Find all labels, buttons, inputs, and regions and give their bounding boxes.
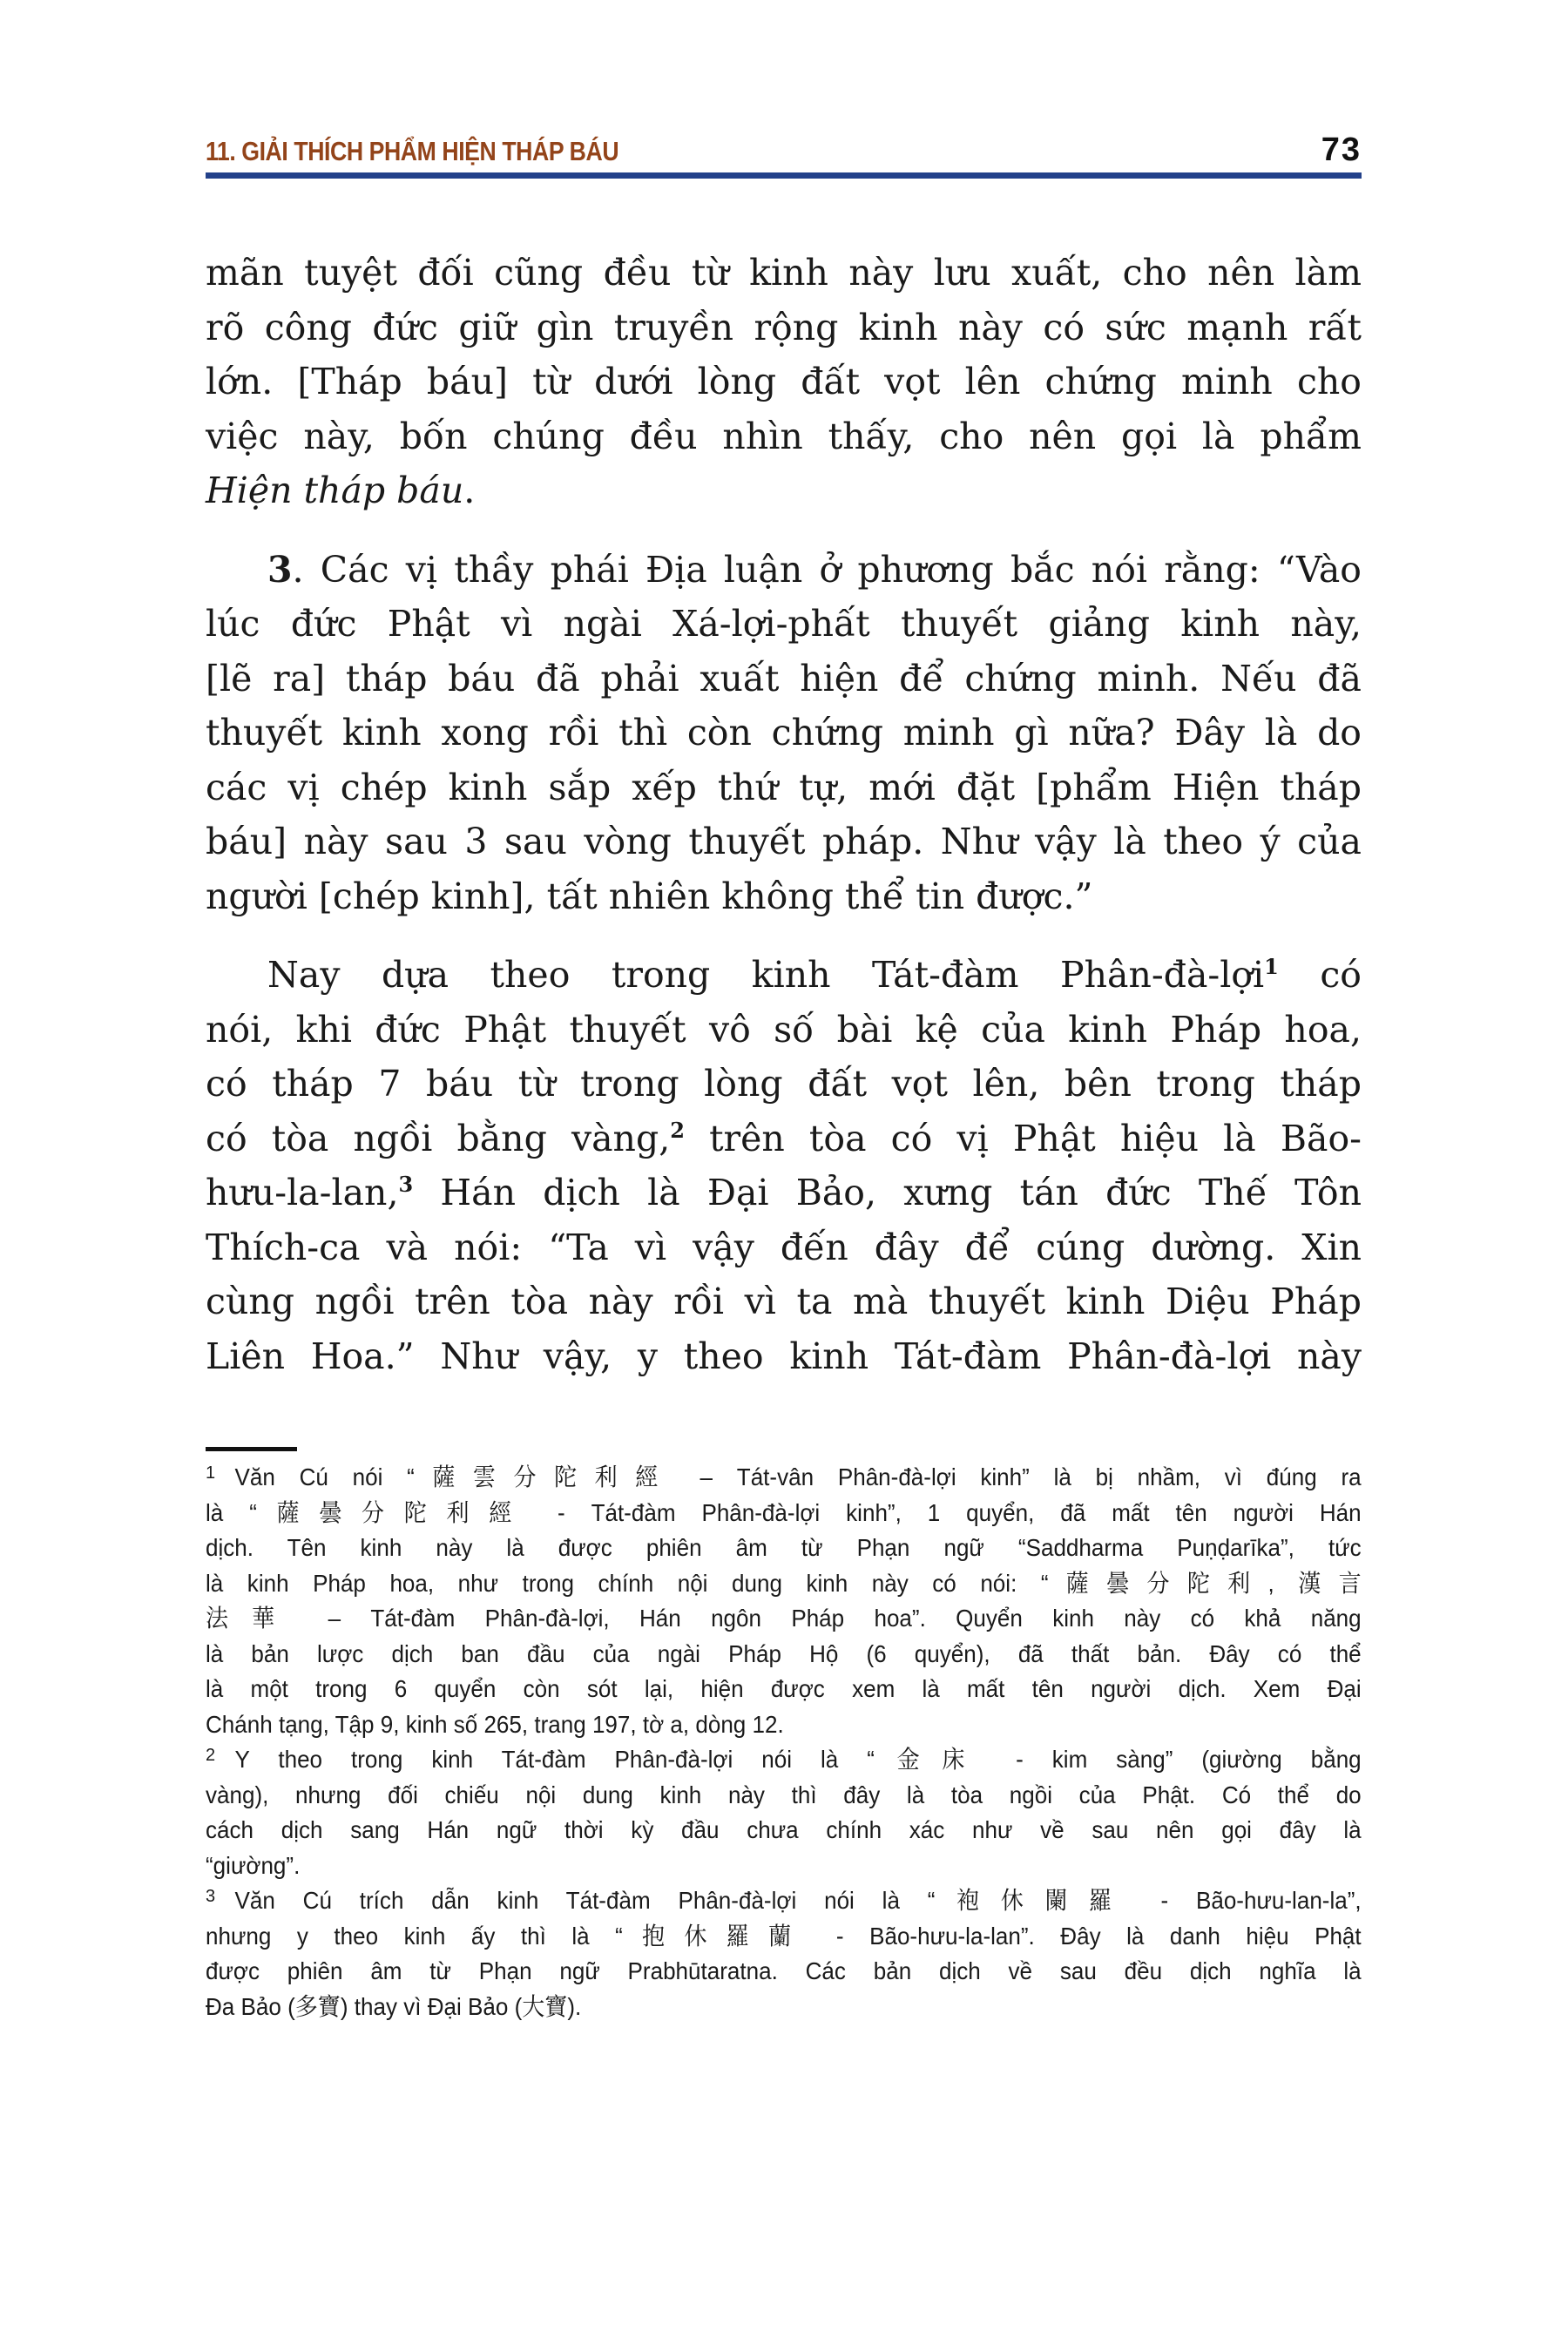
text-line [206, 1166, 1362, 1220]
text-segment: . Các vị thầy phái Địa luận ở phương bắc nói rằng: “Vào [292, 548, 1362, 591]
footnotes [206, 1460, 1362, 2024]
section-number: 3 [267, 548, 293, 591]
paragraph-1 [206, 246, 1362, 518]
text-line: lớn. [Tháp báu] từ dưới lòng đất vọt lên chứng minh cho [206, 361, 1362, 402]
paragraph-3 [206, 948, 1362, 1383]
footnote-line: là bản lược dịch ban đầu của ngài Pháp Hộ (6 quyển), đã thất bản. Đây có thể [206, 1639, 1362, 1667]
text-line [206, 463, 1362, 518]
text-segment: hưu-la-lan, [206, 1172, 399, 1213]
page-number: 73 [1321, 132, 1362, 168]
footnote-line: Y theo trong kinh Tát-đàm Phân-đà-lợi nói là “金床 - kim sàng” (giường bằng [234, 1746, 1362, 1773]
footnote-line: Văn Cú nói “薩雲分陀利經 – Tát-vân Phân-đà-lợi kinh” là bị nhầm, vì đúng ra [234, 1463, 1362, 1490]
footnote-line: là một trong 6 quyển còn sót lại, hiện được xem là mất tên người dịch. Xem Đại [206, 1675, 1362, 1702]
text-line: lúc đức Phật vì ngài Xá-lợi-phất thuyết giảng kinh này, [206, 603, 1362, 645]
footnote-number: 1 [206, 1463, 216, 1483]
text-line: mãn tuyệt đối cũng đều từ kinh này lưu xuất, cho nên làm [206, 252, 1362, 294]
header-rule [206, 172, 1362, 179]
paragraph-2 [206, 543, 1362, 924]
text-line: báu] này sau 3 sau vòng thuyết pháp. Như vậy là theo ý của [206, 821, 1362, 862]
footnote-1 [206, 1460, 1362, 1742]
footnote-separator [206, 1447, 297, 1451]
footnote-number: 3 [206, 1887, 216, 1906]
text-segment: Nay dựa theo trong kinh Tát-đàm Phân-đà-lợi [267, 954, 1265, 996]
period: . [463, 470, 476, 511]
text-segment: có [1278, 954, 1362, 996]
footnote-ref-2[interactable]: 2 [670, 1117, 685, 1143]
text-line: cùng ngồi trên tòa này rồi vì ta mà thuyết kinh Diệu Pháp [206, 1281, 1362, 1322]
footnote-2 [206, 1742, 1362, 1883]
footnote-ref-3[interactable]: 3 [398, 1172, 414, 1197]
footnote-line: Văn Cú trích dẫn kinh Tát-đàm Phân-đà-lợi nói là “袍休闌羅 - Bão-hưu-lan-la”, [234, 1887, 1362, 1914]
footnote-line: “giường”. [206, 1851, 301, 1879]
footnote-3 [206, 1883, 1362, 2024]
text-line: các vị chép kinh sắp xếp thứ tự, mới đặt [phẩm Hiện tháp [206, 766, 1362, 808]
text-segment: có tòa ngồi bằng vàng, [206, 1117, 671, 1159]
text-line: rõ công đức giữ gìn truyền rộng kinh này có sức mạnh rất [206, 306, 1362, 348]
footnote-line: nhưng y theo kinh ấy thì là “抱休羅蘭 - Bão-hưu-la-lan”. Đây là danh hiệu Phật [206, 1922, 1362, 1950]
main-text [206, 246, 1362, 1383]
text-line: Liên Hoa.” Như vậy, y theo kinh Tát-đàm Phân-đà-lợi này [206, 1335, 1362, 1377]
text-line [206, 543, 1362, 598]
footnote-line: dịch. Tên kinh này là được phiên âm từ Phạn ngữ “Saddharma Puṇḍarīka”, tức [206, 1534, 1362, 1561]
text-line [206, 1112, 1362, 1166]
footnote-line: 法華 – Tát-đàm Phân-đà-lợi, Hán ngôn Pháp hoa”. Quyển kinh này có khả năng [206, 1605, 1362, 1632]
text-segment: Hán dịch là Đại Bảo, xưng tán đức Thế Tôn [413, 1172, 1362, 1213]
italic-chapter-name: Hiện tháp báu [206, 470, 464, 511]
text-line [206, 948, 1362, 1003]
text-line: [lẽ ra] tháp báu đã phải xuất hiện để chứng minh. Nếu đã [206, 657, 1362, 700]
footnote-line: cách dịch sang Hán ngữ thời kỳ đầu chưa chính xác như về sau nên gọi đây là [206, 1816, 1362, 1843]
text-line: có tháp 7 báu từ trong lòng đất vọt lên, bên trong tháp [206, 1063, 1362, 1105]
text-line: nói, khi đức Phật thuyết vô số bài kệ của kinh Pháp hoa, [206, 1008, 1362, 1051]
footnote-line: Chánh tạng, Tập 9, kinh số 265, trang 197, tờ a, dòng 12. [206, 1710, 784, 1738]
footnote-line: là kinh Pháp hoa, như trong chính nội dung kinh này có nói: “薩曇分陀利, 漢言 [206, 1569, 1362, 1597]
footnote-ref-1[interactable]: 1 [1264, 954, 1279, 979]
running-header [206, 129, 1362, 172]
footnote-line: vàng), nhưng đối chiếu nội dung kinh này thì đây là tòa ngồi của Phật. Có thể do [206, 1781, 1362, 1808]
text-line: việc này, bốn chúng đều nhìn thấy, cho nên gọi là phẩm [206, 415, 1362, 457]
text-line: thuyết kinh xong rồi thì còn chứng minh gì nữa? Đây là do [206, 712, 1362, 754]
text-segment: trên tòa có vị Phật hiệu là Bão- [684, 1117, 1362, 1159]
footnote-line: là “薩曇分陀利經 - Tát-đàm Phân-đà-lợi kinh”, 1 quyển, đã mất tên người Hán [206, 1498, 1362, 1526]
footnote-line: Đa Bảo (多寶) thay vì Đại Bảo (大寶). [206, 1992, 582, 2020]
footnote-number: 2 [206, 1746, 216, 1765]
chapter-title: 11. GIẢI THÍCH PHẨM HIỆN THÁP BÁU [206, 136, 619, 166]
text-line: người [chép kinh], tất nhiên không thể tin được.” [206, 875, 1093, 917]
text-line: Thích-ca và nói: “Ta vì vậy đến đây để cúng dường. Xin [206, 1226, 1362, 1268]
footnote-line: được phiên âm từ Phạn ngữ Prabhūtaratna. Các bản dịch về sau đều dịch nghĩa là [206, 1957, 1362, 1984]
